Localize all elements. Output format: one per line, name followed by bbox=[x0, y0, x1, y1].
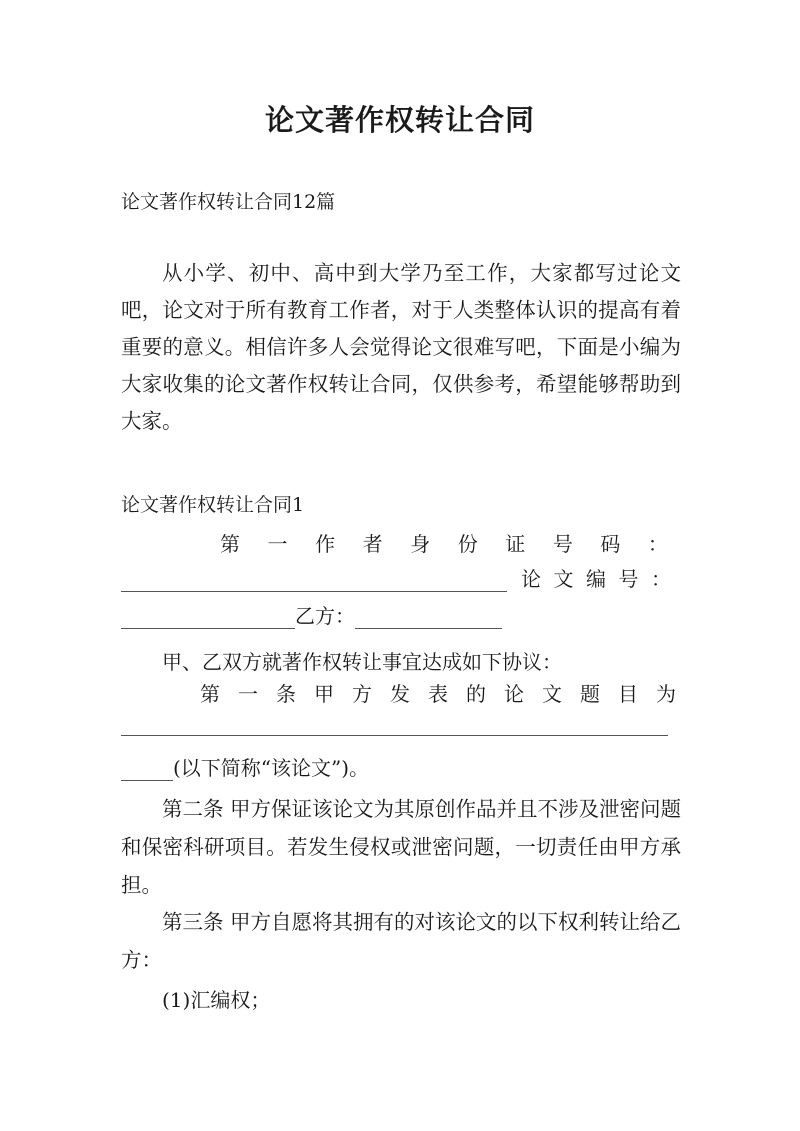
label-char: 一 bbox=[267, 532, 288, 556]
label-char: 第 bbox=[220, 532, 240, 556]
label-char: 证 bbox=[505, 532, 526, 556]
label-char: 份 bbox=[457, 532, 478, 556]
label-char: ： bbox=[647, 532, 668, 556]
label-char: 目 bbox=[618, 682, 638, 706]
paper-number-row bbox=[121, 563, 671, 592]
label-char: 题 bbox=[580, 682, 600, 706]
party-b-blank[interactable] bbox=[355, 604, 502, 629]
party-b-row bbox=[121, 600, 502, 629]
article1-start bbox=[200, 678, 676, 707]
label-char: 为 bbox=[656, 682, 676, 706]
label-char: 作 bbox=[315, 532, 336, 556]
label-char: 文 bbox=[553, 567, 574, 591]
label-char: 的 bbox=[466, 682, 486, 706]
intro-paragraph: 从小学、初中、高中到大学乃至工作，大家都写过论文吧，论文对于所有教育工作者，对于人类整体认识的提高有着重要的意义。相信许多人会觉得论文很难写吧，下面是小编为大家收集的论文著作权转让合同，仅供参考，希望能够帮助到大家。 bbox=[121, 261, 681, 433]
id-number-blank[interactable] bbox=[121, 567, 507, 592]
label-char: 编 bbox=[586, 567, 606, 591]
item1-text: (1)汇编权； bbox=[162, 988, 271, 1012]
label-char: 码 bbox=[600, 532, 621, 556]
label-char: 表 bbox=[428, 682, 448, 706]
label-char: 号 bbox=[552, 532, 573, 556]
article2-paragraph: 第二条 甲方保证该论文为其原创作品并且不涉及泄密问题和保密科研项目。若发生侵权或泄密问题，一切责任由甲方承担。 bbox=[121, 797, 682, 897]
label-char: 发 bbox=[390, 682, 410, 706]
agreement-intro: 甲、乙双方就著作权转让事宜达成如下协议： bbox=[162, 650, 562, 674]
label-char: 者 bbox=[362, 532, 383, 556]
label-char: 号 bbox=[618, 567, 639, 591]
label-char: 第 bbox=[200, 682, 220, 706]
party-b-label: 乙方： bbox=[295, 604, 355, 628]
first-author-id-label bbox=[220, 528, 668, 557]
label-char: 文 bbox=[542, 682, 562, 706]
label-char: 身 bbox=[410, 532, 431, 556]
paper-number-blank[interactable] bbox=[121, 604, 295, 629]
paper-title-blank[interactable] bbox=[121, 735, 668, 736]
document-subtitle: 论文著作权转让合同12篇 bbox=[121, 191, 336, 213]
section-heading: 论文著作权转让合同1 bbox=[121, 494, 305, 516]
label-char: 条 bbox=[276, 682, 296, 706]
label-char: 方 bbox=[352, 682, 372, 706]
label-char: ： bbox=[651, 567, 671, 591]
article3-paragraph: 第三条 甲方自愿将其拥有的对该论文的以下权利转让给乙方： bbox=[121, 910, 682, 972]
label-char: 论 bbox=[521, 567, 541, 591]
label-char: 甲 bbox=[314, 682, 334, 706]
document-title: 论文著作权转让合同 bbox=[264, 103, 535, 137]
article1-end-row bbox=[121, 752, 369, 781]
short-blank[interactable] bbox=[121, 756, 173, 781]
label-char: 论 bbox=[504, 682, 524, 706]
label-char: 一 bbox=[238, 682, 258, 706]
article1-end: (以下简称“该论文”)。 bbox=[173, 756, 370, 780]
paper-number-label bbox=[507, 563, 671, 592]
